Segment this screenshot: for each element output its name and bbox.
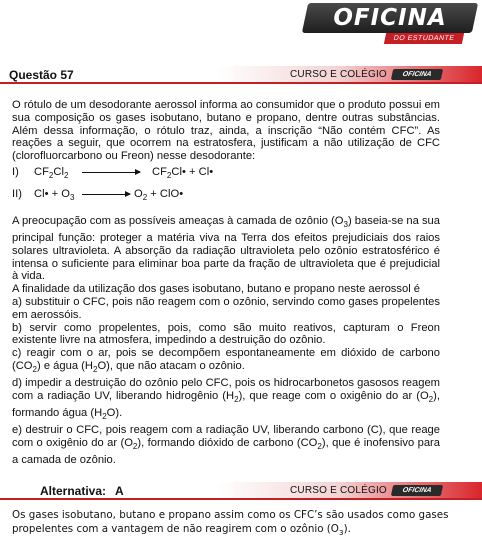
question-prompt: A finalidade da utilização dos gases isobutano, butano e propano neste aerossol é	[12, 283, 421, 296]
option-letter: e)	[12, 423, 26, 436]
option-letter: c)	[12, 347, 27, 360]
question-body	[12, 99, 440, 467]
course-label-answer: CURSO E COLÉGIO	[290, 485, 387, 496]
answer-explanation: Os gases isobutano, butano e propano assim como os CFC’s são usados como gases propelentes com a vantagem de não reagirem com o ozônio $(O_3)$.	[12, 509, 449, 538]
question-paragraph-2: A preocupação com as possíveis ameaças à camada de ozônio $(O_3)$ baseia-se na sua principal função: proteger a matéria viva na Terra dos efeitos prejudiciais dos raios solares ultravioleta. A absorção da radiação ultravioleta pelo ozônio estratosférico é intensa o suficiente para eliminar boa parte da fração de ultravioleta que é prejudicial à vida.	[12, 214, 440, 283]
option-text: reagir com o ar, pois se decompõem espontaneamente em dióxido de carbono $(CO_2)$ e água $(H_2O)$, que não atacam o ozônio.	[12, 347, 440, 375]
logo-subtitle: DO ESTUDANTE	[384, 33, 464, 44]
reaction-1	[12, 163, 440, 185]
option-d	[12, 377, 440, 424]
question-intro: O rótulo de um desodorante aerossol informa ao consumidor que o produto possui em sua composição os gases isobutano, butano e propano, dentre outras substâncias. Além dessa informação, o rótulo traz, ainda, a inscrição “Não contém CFC”. As reações a seguir, que ocorrem na estratosfera, justificam a não utilização de CFC (clorofluorcarbono ou Freon) nesse desodorante:	[12, 99, 440, 163]
mini-logo-text: OFICINA	[401, 71, 433, 78]
option-letter: a)	[12, 296, 26, 308]
option-text: impedir a destruição do ozônio pelo CFC, pois os hidrocarbonetos gasosos reagem com a radiação UV, liberando hidrogênio $(H_2)$, que reage com o oxigênio do ar $(O_2)$, formando água $(H_2O)$.	[12, 377, 440, 422]
reaction-2-arrow	[82, 194, 130, 195]
reaction-1-reactant: $CF_2Cl_2$	[34, 165, 69, 181]
option-c	[12, 347, 440, 377]
option-e	[12, 424, 440, 467]
option-text: substituir o CFC, pois não reagem com o ozônio, servindo como gases propelentes em aerossóis.	[12, 296, 440, 321]
answer-letter: A	[115, 484, 124, 498]
reaction-2-reactant: Cl• + $O_3$	[34, 187, 75, 203]
option-b	[12, 322, 440, 348]
reaction-1-label: I)	[12, 165, 19, 178]
option-a	[12, 296, 440, 322]
mini-logo	[391, 69, 443, 80]
reaction-1-product: $CF_2Cl•$ + Cl•	[152, 165, 214, 181]
reaction-2	[12, 185, 440, 207]
course-label: CURSO E COLÉGIO	[290, 69, 387, 80]
option-letter: d)	[12, 377, 26, 390]
reaction-2-label: II)	[12, 187, 22, 200]
option-letter: b)	[12, 321, 30, 334]
answer-label: Alternativa:	[40, 484, 107, 498]
option-text: destruir o CFC, pois reagem com a radiação UV, liberando carbono (C), que reage com o oxigênio do ar $(O_2)$, formando dióxido de carbono $(CO_2)$, que é inofensivo para a camada de ozônio.	[12, 423, 440, 466]
question-header-bar	[0, 66, 482, 84]
option-text: servir como propelentes, pois, como são muito reativos, capturam o Freon existente livre na atmosfera, impedindo a destruição do ozônio.	[12, 321, 441, 347]
mini-logo-answer-text: OFICINA	[401, 487, 433, 494]
reaction-1-arrow	[82, 172, 140, 173]
oficina-logo	[305, 3, 475, 45]
answer-options	[12, 296, 440, 467]
logo-title: OFICINA	[333, 5, 447, 31]
question-number: Questão 57	[9, 68, 74, 82]
answer-header-bar	[0, 482, 482, 500]
reaction-2-product: $O_2$ + ClO•	[134, 187, 184, 203]
mini-logo-answer	[391, 485, 443, 496]
